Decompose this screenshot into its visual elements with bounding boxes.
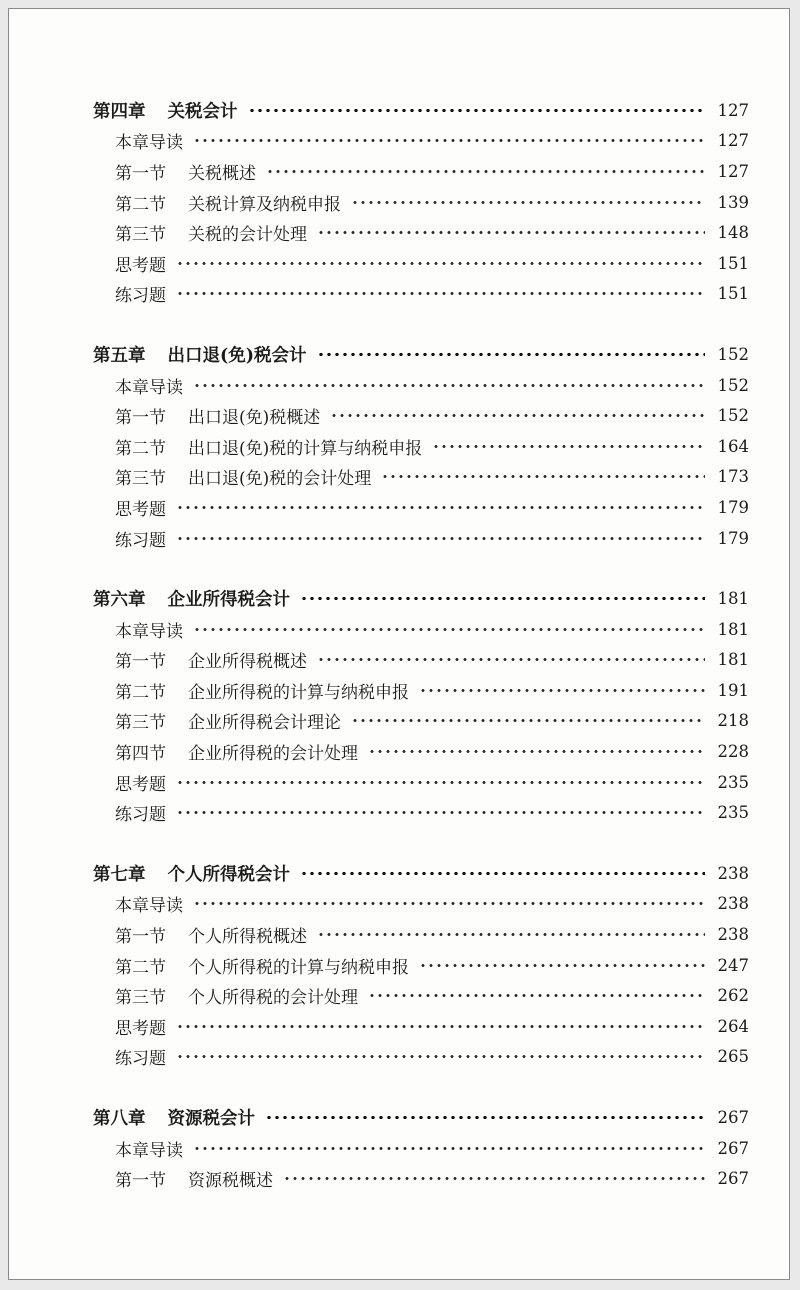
section-label: 第四节 — [115, 744, 166, 765]
dot-leader — [193, 902, 705, 905]
dot-leader — [351, 201, 705, 204]
page-number: 264 — [717, 1016, 749, 1036]
toc-chapter — [93, 583, 749, 828]
chapter-title: 资源税会计 — [167, 1109, 255, 1130]
section-title: 关税计算及纳税申报 — [188, 194, 341, 215]
toc-entry-row[interactable] — [93, 523, 749, 554]
dot-leader — [283, 1177, 705, 1180]
toc-entry-row[interactable] — [93, 400, 749, 431]
section-label: 本章导读 — [115, 1140, 183, 1161]
toc-entry-row[interactable] — [93, 431, 749, 462]
section-title: 出口退(免)税的会计处理 — [188, 469, 372, 490]
page-number: 151 — [717, 284, 749, 304]
toc-entry-row[interactable] — [93, 614, 749, 645]
dot-leader — [176, 1025, 705, 1028]
section-label: 第三节 — [115, 713, 166, 734]
dot-leader — [193, 384, 705, 387]
section-label: 思考题 — [115, 255, 166, 276]
section-label: 第三节 — [115, 225, 166, 246]
section-label: 第二节 — [115, 438, 166, 459]
section-title: 关税的会计处理 — [188, 225, 307, 246]
page-number: 238 — [717, 925, 749, 945]
section-label: 第一节 — [115, 927, 166, 948]
page-number: 265 — [717, 1047, 749, 1067]
chapter-label: 第四章 — [93, 101, 146, 122]
section-title: 资源税概述 — [188, 1171, 273, 1192]
page-number: 181 — [717, 589, 749, 609]
page-number: 127 — [717, 131, 749, 151]
toc-entry-row[interactable] — [93, 919, 749, 950]
toc-entry-row[interactable] — [93, 950, 749, 981]
section-label: 第三节 — [115, 988, 166, 1009]
dot-leader — [176, 292, 705, 295]
page-number: 127 — [717, 161, 749, 181]
section-label: 练习题 — [115, 1049, 166, 1070]
toc-entry-row[interactable] — [93, 706, 749, 737]
toc-entry-row[interactable] — [93, 126, 749, 157]
page-number: 218 — [717, 711, 749, 731]
toc-chapter — [93, 95, 749, 309]
chapter-heading-row[interactable] — [93, 339, 749, 370]
section-label: 练习题 — [115, 805, 166, 826]
dot-leader — [300, 597, 705, 600]
toc-entry-row[interactable] — [93, 492, 749, 523]
section-label: 本章导读 — [115, 621, 183, 642]
section-label: 第三节 — [115, 469, 166, 490]
toc-entry-row[interactable] — [93, 1011, 749, 1042]
page-number: 267 — [717, 1108, 749, 1128]
page-number: 181 — [717, 650, 749, 670]
section-label: 第一节 — [115, 652, 166, 673]
section-label: 第二节 — [115, 957, 166, 978]
toc-entry-row[interactable] — [93, 797, 749, 828]
chapter-label: 第六章 — [93, 590, 146, 611]
toc-chapter — [93, 339, 749, 553]
section-label: 本章导读 — [115, 133, 183, 154]
dot-leader — [193, 628, 705, 631]
toc-entry-row[interactable] — [93, 370, 749, 401]
section-title: 关税概述 — [188, 163, 256, 184]
chapter-heading-row[interactable] — [93, 858, 749, 889]
section-label: 本章导读 — [115, 896, 183, 917]
toc-entry-row[interactable] — [93, 736, 749, 767]
dot-leader — [317, 658, 705, 661]
page-number: 152 — [717, 344, 749, 364]
section-title: 个人所得税的会计处理 — [188, 988, 358, 1009]
document-page — [8, 8, 790, 1280]
section-label: 第一节 — [115, 163, 166, 184]
page-number: 228 — [717, 742, 749, 762]
dot-leader — [176, 537, 705, 540]
dot-leader — [368, 750, 705, 753]
dot-leader — [176, 506, 705, 509]
dot-leader — [300, 872, 705, 875]
dot-leader — [193, 139, 705, 142]
section-label: 本章导读 — [115, 377, 183, 398]
dot-leader — [419, 964, 705, 967]
dot-leader — [176, 811, 705, 814]
dot-leader — [193, 1147, 705, 1150]
toc-entry-row[interactable] — [93, 889, 749, 920]
page-number: 179 — [717, 497, 749, 517]
page-number: 152 — [717, 375, 749, 395]
dot-leader — [176, 1055, 705, 1058]
page-number: 127 — [717, 100, 749, 120]
section-title: 个人所得税概述 — [188, 927, 307, 948]
dot-leader — [265, 1116, 705, 1119]
toc-entry-row[interactable] — [93, 1163, 749, 1194]
dot-leader — [381, 475, 705, 478]
toc-entry-row[interactable] — [93, 187, 749, 218]
chapter-title: 关税会计 — [167, 101, 238, 122]
toc-entry-row[interactable] — [93, 1042, 749, 1073]
chapter-label: 第七章 — [93, 864, 146, 885]
toc-chapter — [93, 858, 749, 1072]
section-title: 企业所得税概述 — [188, 652, 307, 673]
page-number: 191 — [717, 680, 749, 700]
page-number: 247 — [717, 955, 749, 975]
page-number: 262 — [717, 986, 749, 1006]
chapter-label: 第五章 — [93, 345, 146, 366]
section-label: 第一节 — [115, 1171, 166, 1192]
section-label: 第二节 — [115, 682, 166, 703]
page-number: 179 — [717, 528, 749, 548]
dot-leader — [248, 109, 706, 112]
page-number: 152 — [717, 406, 749, 426]
page-number: 267 — [717, 1138, 749, 1158]
dot-leader — [317, 933, 705, 936]
toc-entry-row[interactable] — [93, 248, 749, 279]
section-label: 练习题 — [115, 286, 166, 307]
section-title: 企业所得税的会计处理 — [188, 744, 358, 765]
toc-entry-row[interactable] — [93, 1133, 749, 1164]
page-number: 151 — [717, 253, 749, 273]
toc-entry-row[interactable] — [93, 980, 749, 1011]
toc-entry-row[interactable] — [93, 156, 749, 187]
page-number: 148 — [717, 223, 749, 243]
dot-leader — [432, 445, 705, 448]
toc-entry-row[interactable] — [93, 675, 749, 706]
section-title: 企业所得税会计理论 — [188, 713, 341, 734]
page-number: 267 — [717, 1169, 749, 1189]
dot-leader — [317, 353, 705, 356]
toc-entry-row[interactable] — [93, 462, 749, 493]
section-label: 思考题 — [115, 499, 166, 520]
section-label: 思考题 — [115, 774, 166, 795]
section-label: 第一节 — [115, 408, 166, 429]
page-number: 164 — [717, 436, 749, 456]
dot-leader — [176, 262, 705, 265]
section-title: 出口退(免)税概述 — [188, 408, 321, 429]
section-title: 个人所得税的计算与纳税申报 — [188, 957, 409, 978]
dot-leader — [330, 414, 705, 417]
page-number: 181 — [717, 619, 749, 639]
section-title: 企业所得税的计算与纳税申报 — [188, 682, 409, 703]
page-number: 173 — [717, 467, 749, 487]
page-number: 139 — [717, 192, 749, 212]
section-label: 练习题 — [115, 530, 166, 551]
page-number: 238 — [717, 863, 749, 883]
chapter-title: 出口退(免)税会计 — [167, 345, 307, 366]
toc-chapter — [93, 1102, 749, 1194]
page-number: 238 — [717, 894, 749, 914]
table-of-contents — [93, 95, 749, 1224]
dot-leader — [351, 719, 705, 722]
toc-entry-row[interactable] — [93, 767, 749, 798]
section-label: 思考题 — [115, 1018, 166, 1039]
section-title: 出口退(免)税的计算与纳税申报 — [188, 438, 423, 459]
dot-leader — [266, 170, 705, 173]
toc-entry-row[interactable] — [93, 645, 749, 676]
chapter-heading-row[interactable] — [93, 1102, 749, 1133]
dot-leader — [176, 781, 705, 784]
page-number: 235 — [717, 803, 749, 823]
dot-leader — [419, 689, 705, 692]
toc-entry-row[interactable] — [93, 217, 749, 248]
chapter-heading-row[interactable] — [93, 95, 749, 126]
chapter-title: 个人所得税会计 — [167, 864, 290, 885]
dot-leader — [368, 994, 705, 997]
section-label: 第二节 — [115, 194, 166, 215]
toc-entry-row[interactable] — [93, 279, 749, 310]
chapter-label: 第八章 — [93, 1109, 146, 1130]
chapter-heading-row[interactable] — [93, 583, 749, 614]
dot-leader — [317, 231, 705, 234]
page-number: 235 — [717, 772, 749, 792]
chapter-title: 企业所得税会计 — [167, 590, 290, 611]
